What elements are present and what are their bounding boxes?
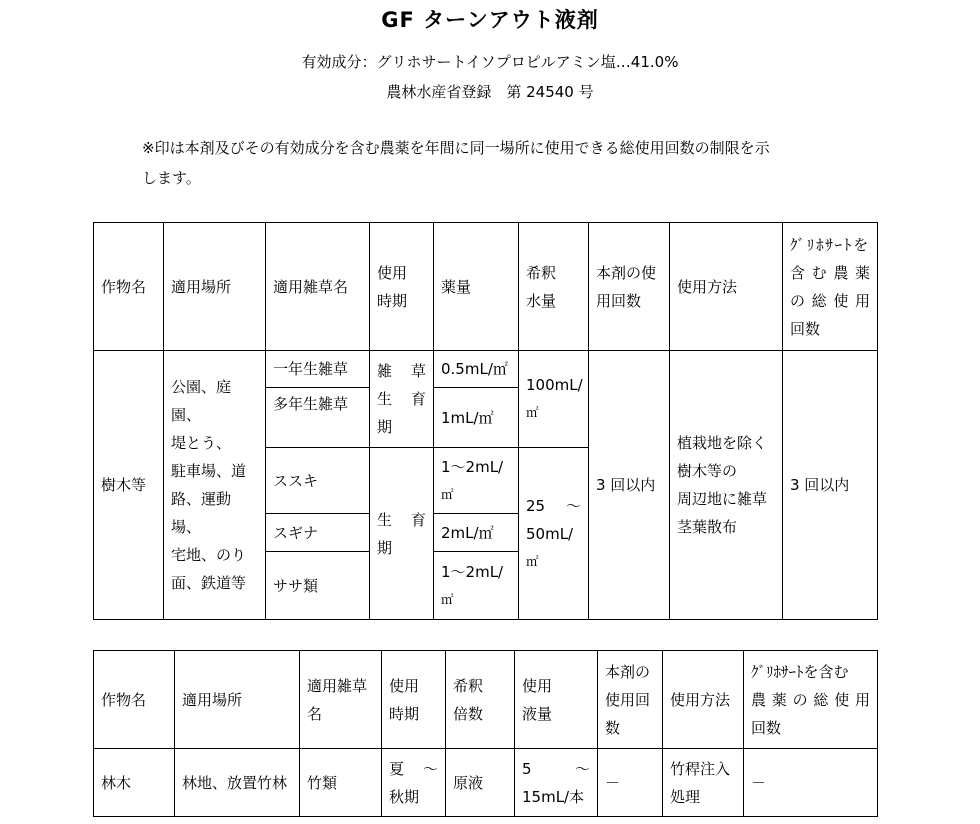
header-count-line: 用回数 — [596, 291, 642, 310]
header-dilution — [446, 651, 515, 749]
usage-note — [142, 133, 862, 193]
period-line: 生 育 — [377, 390, 426, 408]
document-title: GF ターンアウト液剤 — [381, 8, 599, 32]
dose-line: 1～2mL/ — [441, 562, 504, 581]
application-table-forest — [93, 650, 878, 817]
header-total-line: ｸﾞﾘﾎｻｰﾄを含む — [751, 662, 849, 681]
dose-cell: 2mL/㎡ — [434, 514, 519, 552]
table-header-row — [94, 651, 878, 749]
header-count — [589, 223, 670, 351]
usage-note-line: ※印は本剤及びその有効成分を含む農薬を年間に同一場所に使用できる総使用回数の制限を示 — [142, 139, 770, 157]
method-cell — [670, 351, 783, 620]
total-cell: － — [744, 749, 878, 817]
header-count — [598, 651, 663, 749]
header-volume-line: 使用 — [522, 676, 553, 695]
volume-line: 5 ～ — [522, 759, 590, 778]
header-place: 適用場所 — [164, 223, 266, 351]
place-line: 面、鉄道等 — [171, 574, 247, 592]
water-line: 25 ～ — [526, 496, 581, 515]
period-cell — [370, 448, 434, 620]
header-period-line: 使用 — [389, 676, 420, 695]
header-total-line: 回数 — [751, 718, 782, 737]
header-total — [744, 651, 878, 749]
weed-cell: 多年生雑草 — [266, 388, 370, 448]
water-line: 50mL/ — [526, 524, 574, 543]
period-line: 生 育 — [377, 510, 426, 529]
crop-cell: 樹木等 — [94, 351, 164, 620]
header-dilution-line: 希釈 — [453, 676, 484, 695]
header-water — [519, 223, 589, 351]
period-line: 秋期 — [389, 787, 420, 806]
usage-note-line: します。 — [142, 169, 201, 187]
place-line: 路、運動場、 — [171, 490, 232, 536]
method-line: 竹稈注入 — [670, 759, 731, 778]
period-line: 期 — [377, 538, 393, 557]
header-weed-line: 適用雑草 — [307, 676, 368, 695]
method-cell — [663, 749, 744, 817]
header-period — [370, 223, 434, 351]
water-cell — [519, 351, 589, 448]
header-total-line: 含む農薬 — [790, 263, 870, 282]
weed-cell: スギナ — [266, 514, 370, 552]
volume-line: 15mL/本 — [522, 787, 585, 806]
volume-cell — [515, 749, 598, 817]
header-total-line: の総使用 — [790, 291, 870, 310]
header-count-line: 使用回 — [605, 690, 651, 709]
header-water-line: 希釈 — [526, 263, 557, 282]
table-row — [94, 351, 878, 388]
application-table-trees — [93, 222, 878, 620]
place-cell — [164, 351, 266, 620]
method-line: 処理 — [670, 787, 701, 806]
weed-cell: 竹類 — [300, 749, 382, 817]
place-line: 公園、庭園、 — [171, 378, 232, 424]
header-total-line: 回数 — [790, 319, 821, 338]
header-volume — [515, 651, 598, 749]
header-weed: 適用雑草名 — [266, 223, 370, 351]
method-line: 樹木等の — [677, 462, 738, 480]
header-period-line: 使用 — [377, 263, 408, 282]
registration-number: 農林水産省登録 第 24540 号 — [386, 83, 594, 101]
dose-cell — [434, 552, 519, 620]
header-method: 使用方法 — [670, 223, 783, 351]
dose-line: 1～2mL/ — [441, 457, 504, 476]
header-crop: 作物名 — [94, 223, 164, 351]
period-cell — [370, 351, 434, 448]
header-dilution-line: 倍数 — [453, 704, 484, 723]
header-weed — [300, 651, 382, 749]
header-count-line: 数 — [605, 718, 621, 737]
dose-line: ㎡ — [441, 591, 454, 607]
header-total-line: ｸﾞﾘﾎｻｰﾄを — [790, 235, 870, 254]
header-crop: 作物名 — [94, 651, 175, 749]
header-place: 適用場所 — [175, 651, 300, 749]
method-line: 植栽地を除く — [677, 434, 768, 452]
header-total — [783, 223, 878, 351]
crop-cell: 林木 — [94, 749, 175, 817]
header-method: 使用方法 — [663, 651, 744, 749]
place-line: 堤とう、 — [171, 434, 232, 452]
dose-cell: 1mL/㎡ — [434, 388, 519, 448]
header-period-line: 時期 — [377, 291, 408, 310]
period-line: 期 — [377, 418, 393, 436]
period-line: 雑 草 — [377, 362, 426, 380]
header-period-line: 時期 — [389, 704, 420, 723]
water-line: 100mL/ — [526, 376, 583, 394]
count-cell: － — [598, 749, 663, 817]
period-cell — [382, 749, 446, 817]
header-count-line: 本剤の使 — [596, 263, 657, 282]
place-line: 宅地、のり — [171, 546, 247, 564]
dilution-cell: 原液 — [446, 749, 515, 817]
header-count-line: 本剤の — [605, 662, 651, 681]
header-total-line: 農薬の総使用 — [751, 690, 870, 709]
active-ingredient: 有効成分：グリホサートイソプロピルアミン塩…41.0% — [301, 53, 679, 71]
water-cell — [519, 448, 589, 620]
header-period — [382, 651, 446, 749]
dose-line: ㎡ — [441, 486, 454, 502]
weed-cell: ササ類 — [266, 552, 370, 620]
header-weed-line: 名 — [307, 704, 323, 723]
place-line: 駐車場、道 — [171, 462, 247, 480]
water-line: ㎡ — [526, 405, 539, 420]
dose-cell — [434, 448, 519, 514]
weed-cell: 一年生雑草 — [266, 351, 370, 388]
table-header-row — [94, 223, 878, 351]
period-line: 夏 ～ — [389, 759, 438, 778]
table-row — [94, 749, 878, 817]
water-line: ㎡ — [526, 553, 539, 569]
place-cell: 林地、放置竹林 — [175, 749, 300, 817]
dose-cell: 0.5mL/㎡ — [434, 351, 519, 388]
weed-cell: ススキ — [266, 448, 370, 514]
header-dose: 薬量 — [434, 223, 519, 351]
method-line: 茎葉散布 — [677, 518, 738, 536]
total-cell: 3 回以内 — [783, 351, 878, 620]
method-line: 周辺地に雑草 — [677, 490, 768, 508]
count-cell: 3 回以内 — [589, 351, 670, 620]
header-volume-line: 液量 — [522, 704, 553, 723]
header-water-line: 水量 — [526, 291, 557, 310]
